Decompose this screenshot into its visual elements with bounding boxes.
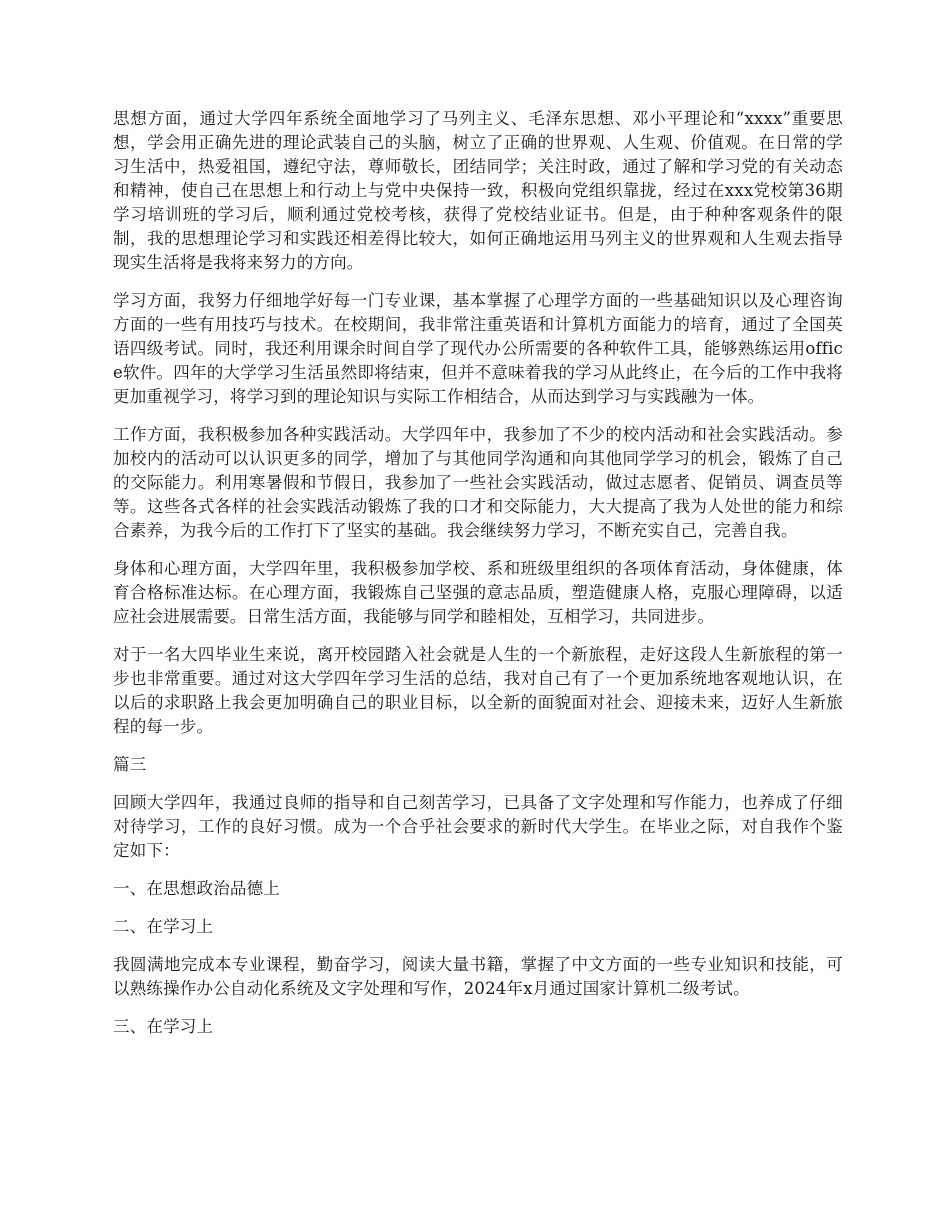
paragraph-health: 身体和心理方面，大学四年里，我积极参加学校、系和班级里组织的各项体育活动，身体健康，体育合格标准达标。在心理方面，我锻炼自己坚强的意志品质，塑造健康人格，克服心理障碍，以适应社会进展需要。日常生活方面，我能够与同学和睦相处，互相学习，共同进步。	[113, 559, 843, 626]
subheading-study-two: 二、在学习上	[113, 917, 214, 936]
document-body	[113, 107, 843, 1053]
paragraph-graduate: 对于一名大四毕业生来说，离开校园踏入社会就是人生的一个新旅程，走好这段人生新旅程的第一步也非常重要。通过对这大学四年学习生活的总结，我对自己有了一个更加系统地客观地认识，在以后的求职路上我会更加明确自己的职业目标，以全新的面貌面对社会、迎接未来，迈好人生新旅程的每一步。	[113, 645, 843, 736]
subheading-political: 一、在思想政治品德上	[113, 879, 280, 898]
paragraph-review: 回顾大学四年，我通过良师的指导和自己刻苦学习，已具备了文字处理和写作能力，也养成了仔细对待学习，工作的良好习惯。成为一个合乎社会要求的新时代大学生。在毕业之际，对自我作个鉴定如下：	[113, 793, 843, 860]
section-heading-part-three: 篇三	[113, 755, 147, 774]
paragraph-study: 学习方面，我努力仔细地学好每一门专业课，基本掌握了心理学方面的一些基础知识以及心理咨询方面的一些有用技巧与技术。在校期间，我非常注重英语和计算机方面能力的培育，通过了全国英语四级考试。同时，我还利用课余时间自学了现代办公所需要的各种软件工具，能够熟练运用office软件。四年的大学学习生活虽然即将结束，但并不意味着我的学习从此终止，在今后的工作中我将更加重视学习，将学习到的理论知识与实际工作相结合，从而达到学习与实践融为一体。	[113, 291, 843, 406]
paragraph-thought: 思想方面，通过大学四年系统全面地学习了马列主义、毛泽东思想、邓小平理论和“xxxx”重要思想，学会用正确先进的理论武装自己的头脑，树立了正确的世界观、人生观、价值观。在日常的学习生活中，热爱祖国，遵纪守法，尊师敬长，团结同学；关注时政，通过了解和学习党的有关动态和精神，使自己在思想上和行动上与党中央保持一致，积极向党组织靠拢，经过在xxx党校第36期学习培训班的学习后，顺利通过党校考核，获得了党校结业证书。但是，由于种种客观条件的限制，我的思想理论学习和实践还相差得比较大，如何正确地运用马列主义的世界观和人生观去指导现实生活将是我将来努力的方向。	[113, 109, 843, 272]
subheading-study-three: 三、在学习上	[113, 1017, 214, 1036]
paragraph-courses: 我圆满地完成本专业课程，勤奋学习，阅读大量书籍，掌握了中文方面的一些专业知识和技能，可以熟练操作办公自动化系统及文字处理和写作，2024年x月通过国家计算机二级考试。	[113, 955, 843, 998]
paragraph-work: 工作方面，我积极参加各种实践活动。大学四年中，我参加了不少的校内活动和社会实践活动。参加校内的活动可以认识更多的同学，增加了与其他同学沟通和向其他同学学习的机会，锻炼了自己的交际能力。利用寒暑假和节假日，我参加了一些社会实践活动，做过志愿者、促销员、调查员等等。这些各式各样的社会实践活动锻炼了我的口才和交际能力，大大提高了我为人处世的能力和综合素养，为我今后的工作打下了坚实的基础。我会继续努力学习，不断充实自己，完善自我。	[113, 425, 843, 540]
